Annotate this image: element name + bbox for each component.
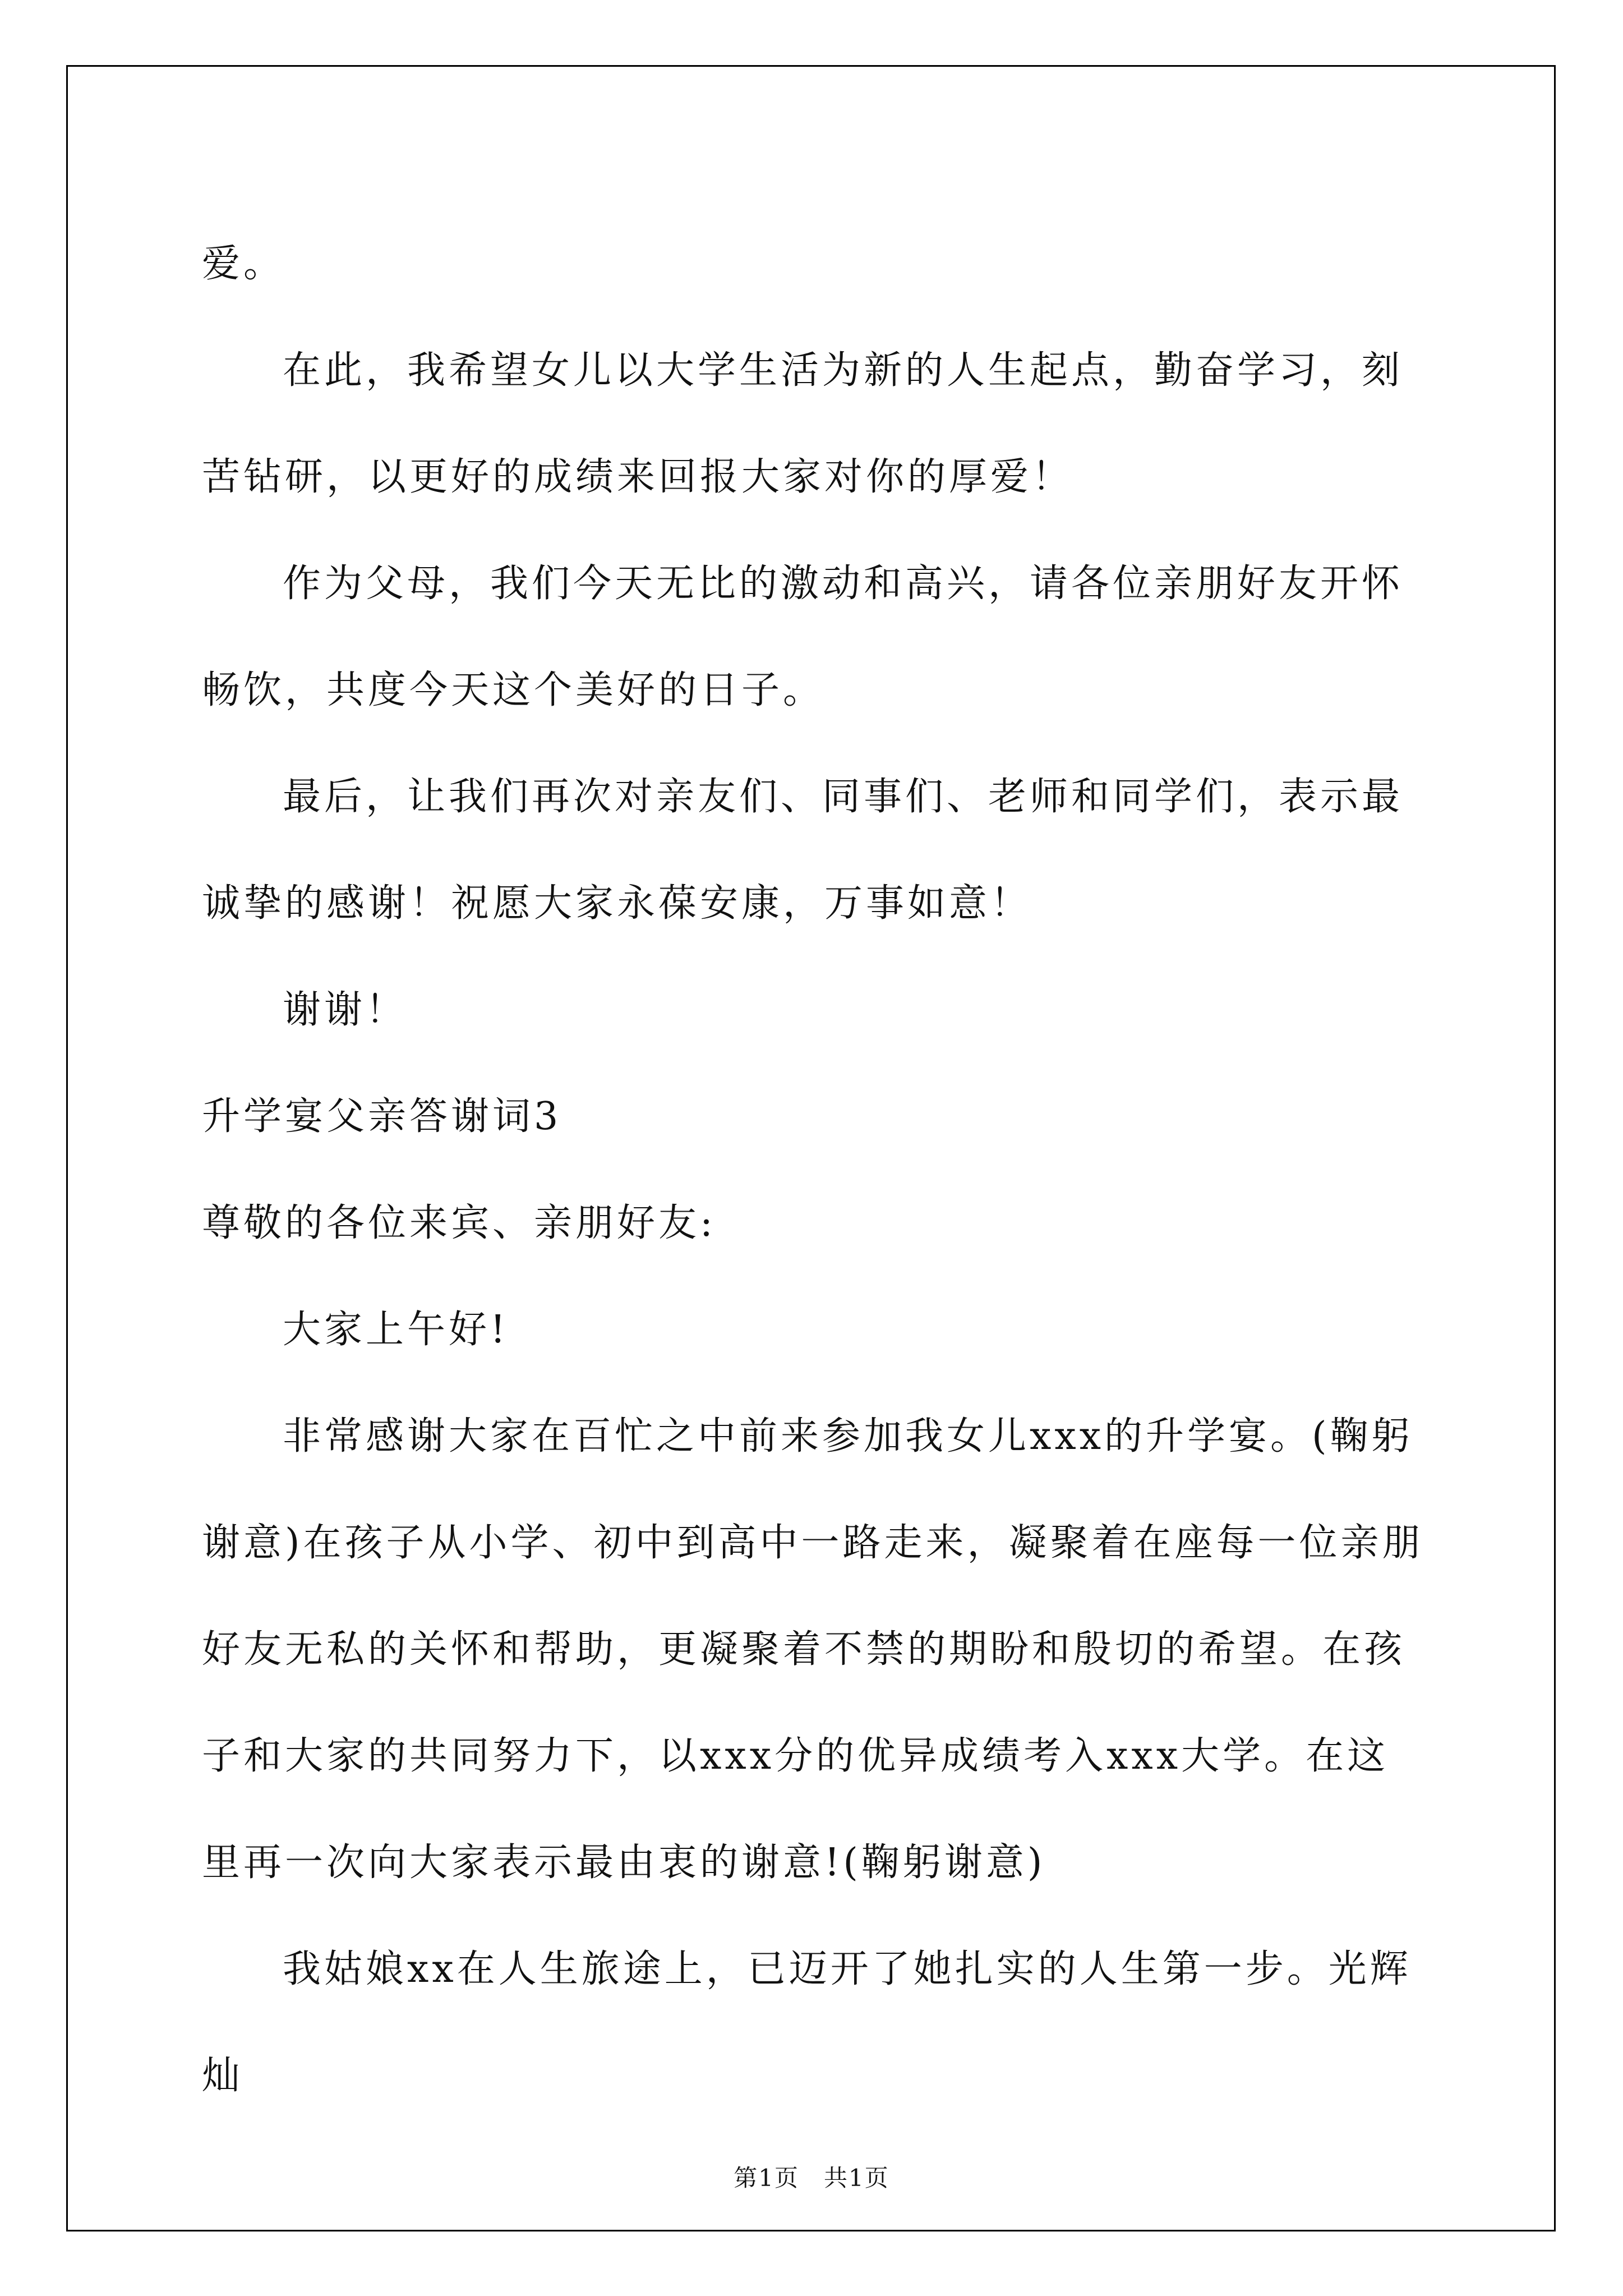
paragraph: 谢谢！ xyxy=(283,988,408,1032)
document-body xyxy=(202,211,1424,2129)
paragraph: 在此，我希望女儿以大学生活为新的人生起点，勤奋学习，刻苦钻研，以更好的成绩来回报大家对你的厚爱！ xyxy=(202,348,1404,499)
paragraph: 最后，让我们再次对亲友们、同事们、老师和同学们，表示最诚挚的感谢！祝愿大家永葆安康，万事如意！ xyxy=(202,775,1404,926)
paragraph: 爱。 xyxy=(202,242,285,286)
page-number: 第1页 xyxy=(734,2164,799,2192)
section-heading: 升学宴父亲答谢词3 xyxy=(202,1094,562,1139)
paragraph: 大家上午好! xyxy=(283,1308,509,1352)
paragraph: 作为父母，我们今天无比的激动和高兴，请各位亲朋好友开怀畅饮，共度今天这个美好的日子。 xyxy=(202,562,1404,712)
salutation: 尊敬的各位来宾、亲朋好友: xyxy=(202,1201,716,1245)
paragraph: 我姑娘xx在人生旅途上，已迈开了她扎实的人生第一步。光辉灿 xyxy=(202,1947,1412,2098)
paragraph: 非常感谢大家在百忙之中前来参加我女儿xxx的升学宴。(鞠躬谢意)在孩子从小学、初中到高中一路走来，凝聚着在座每一位亲朋好友无私的关怀和帮助，更凝聚着不禁的期盼和殷切的希望。在孩子和大家的共同努力下，以xxx分的优异成绩考入xxx大学。在这里再一次向大家表示最由衷的谢意!(鞠躬谢意) xyxy=(202,1414,1424,1885)
page-total: 共1页 xyxy=(824,2164,889,2192)
page-footer xyxy=(0,2160,1623,2193)
